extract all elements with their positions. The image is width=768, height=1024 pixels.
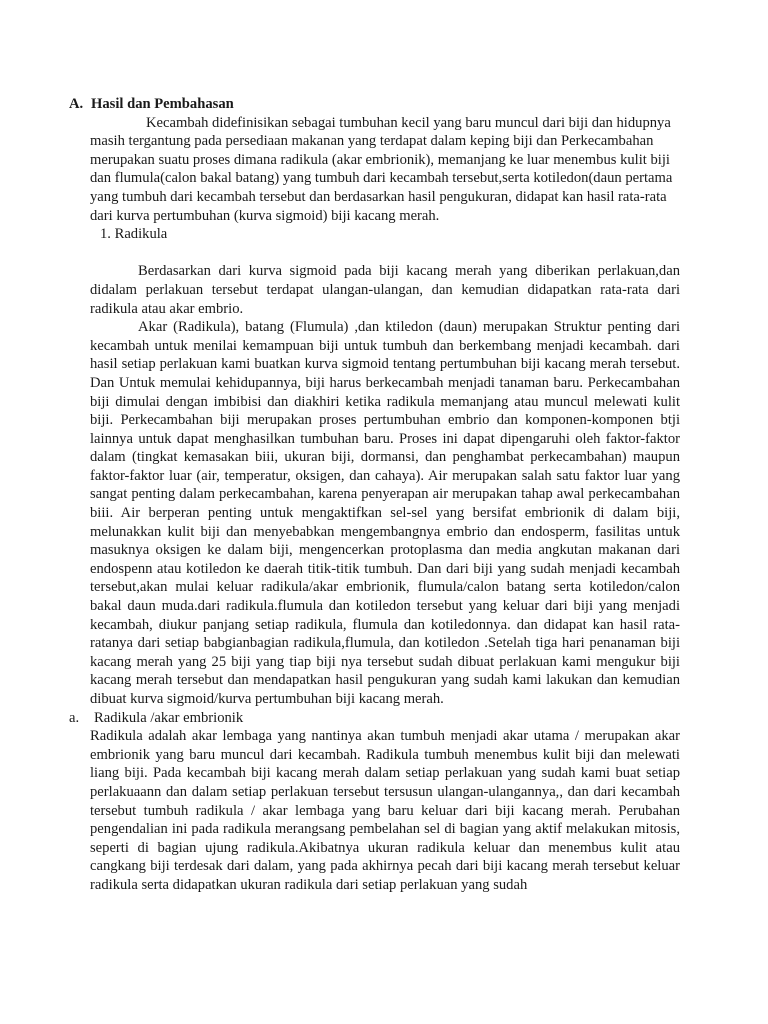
- document-body: [69, 95, 680, 895]
- subsection-body: Radikula adalah akar lembaga yang nantinya akan tumbuh menjadi akar utama / merupakan akar embrionik yang baru muncul dari kecambah. Radikula tumbuh menembus kulit biji dan melewati liang biji. Pada kecambah biji kacang merah dalam setiap perlakuan yang sudah kami buat setiap perlakuaann dan dalam setiap perlakuan tersebut tersusun ulangan-ulangannya,, dan dari kecambah tersebut tumbuh radikula / akar lembaga yang baru keluar dari biji kacang merah. Perubahan pengendalian ini pada radikula merangsang pembelahan sel di bagian yang aktif melakukan mitosis, seperti di bagian ujung radikula.Akibatnya ukuran radikula keluar dan menembus kulit atau cangkang biji terdesak dari dalam, yang pada akhirnya pecah dari biji kacang merah tersebut keluar radikula serta didapatkan ukuran radikula dari setiap perlakuan yang sudah: [90, 728, 680, 893]
- section-marker: A.: [69, 96, 84, 112]
- body-paragraph-1: Berdasarkan dari kurva sigmoid pada biji kacang merah yang diberikan perlakuan,dan didalam perlakuan tersebut terdapat ulangan-ulangan, dan kemudian didapatkan rata-rata dari radikula atau akar embrio.: [90, 263, 680, 317]
- subsection-title: Radikula /akar embrionik: [94, 709, 244, 726]
- intro-paragraph: Kecambah didefinisikan sebagai tumbuhan kecil yang baru muncul dari biji dan hidupnya masih tergantung pada persediaan makanan yang terdapat dalam keping biji dan Perkecambahan merupakan suatu proses dimana radikula (akar embrionik), memanjang ke luar menembus kulit biji dan flumula(calon bakal batang) yang tumbuh dari kecambah tersebut,serta kotiledon(daun pertama yang tumbuh dari kecambah tersebut dan berdasarkan hasil pengukuran, didapat kan hasil rata-rata dari kurva pertumbuhan (kurva sigmoid) biji kacang merah.: [90, 114, 673, 224]
- section-title: Hasil dan Pembahasan: [91, 96, 234, 112]
- body-paragraph-2: Akar (Radikula), batang (Flumula) ,dan ktiledon (daun) merupakan Struktur penting dari kecambah untuk menilai kemampuan biji untuk tumbuh dan berkembang menjadi kecambah. dari hasil setiap perlakuan kami buatkan kurva sigmoid tentang pertumbuhan biji kacang merah tersebut. Dan Untuk memulai kehidupannya, biji harus berkecambah menjadi tanaman baru. Perkecambahan biji dimulai dengan imbibisi dan diakhiri ketika radikula memanjang atau muncul melewati kulit biji. Perkecambahan biji merupakan proses pertumbuhan embrio dan komponen-komponen btji lainnya untuk dapat menghasilkan tumbuhan baru. Proses ini dapat dipengaruhi oleh faktor-faktor dalam (tingkat kemasakan biii, ukuran biji, dormansi, dan penghambat perkecambahan) maupun faktor-faktor luar (air, temperatur, oksigen, dan cahaya). Air merupakan salah satu faktor luar yang sangat penting dalam perkecambahan, karena penyerapan air merupakan tahap awal perkecambahan biii. Air berperan penting untuk mengaktifkan sel-sel yang bersifat embrionik di dalam biji, melunakkan kulit biji dan menyebabkan mengembangnya embrio dan endosperm, fasilitas untuk masuknya oksigen ke dalam biji, mengencerkan protoplasma dan media angkutan makanan dari endospenn atau kotiledon ke daerah titik-titik tumbuh. Dan dari biji yang sudah menjadi kecambah tersebut,akan mulai keluar radikula/akar embrionik, flumula/calon batang serta kotiledon/calon bakal daun muda.dari radikula.flumula dan kotiledon tersebut yang keluar dari biji yang menjadi kecambah, diukur panjang setiap radikula, flumula dan kotiledonnya. dan didapat kan hasil rata-ratanya dari setiap babgianbagian radikula,flumula, dan kotiledon .Setelah tiga hari penanaman biji kacang merah yang 25 biji yang tiap biji nya tersebut sudah dibuat perlakuan kami mengukur biji kacang merah tersebut dan mendapatkan hasil pengukuran yang sudah kami lakukan dan kemudian dibuat kurva sigmoid/kurva pertumbuhan biji kacang merah.: [90, 319, 680, 707]
- subsection-radikula: [69, 709, 680, 895]
- numbered-item-radikula: 1. Radikula: [100, 226, 168, 243]
- subsection-marker: a.: [69, 709, 80, 726]
